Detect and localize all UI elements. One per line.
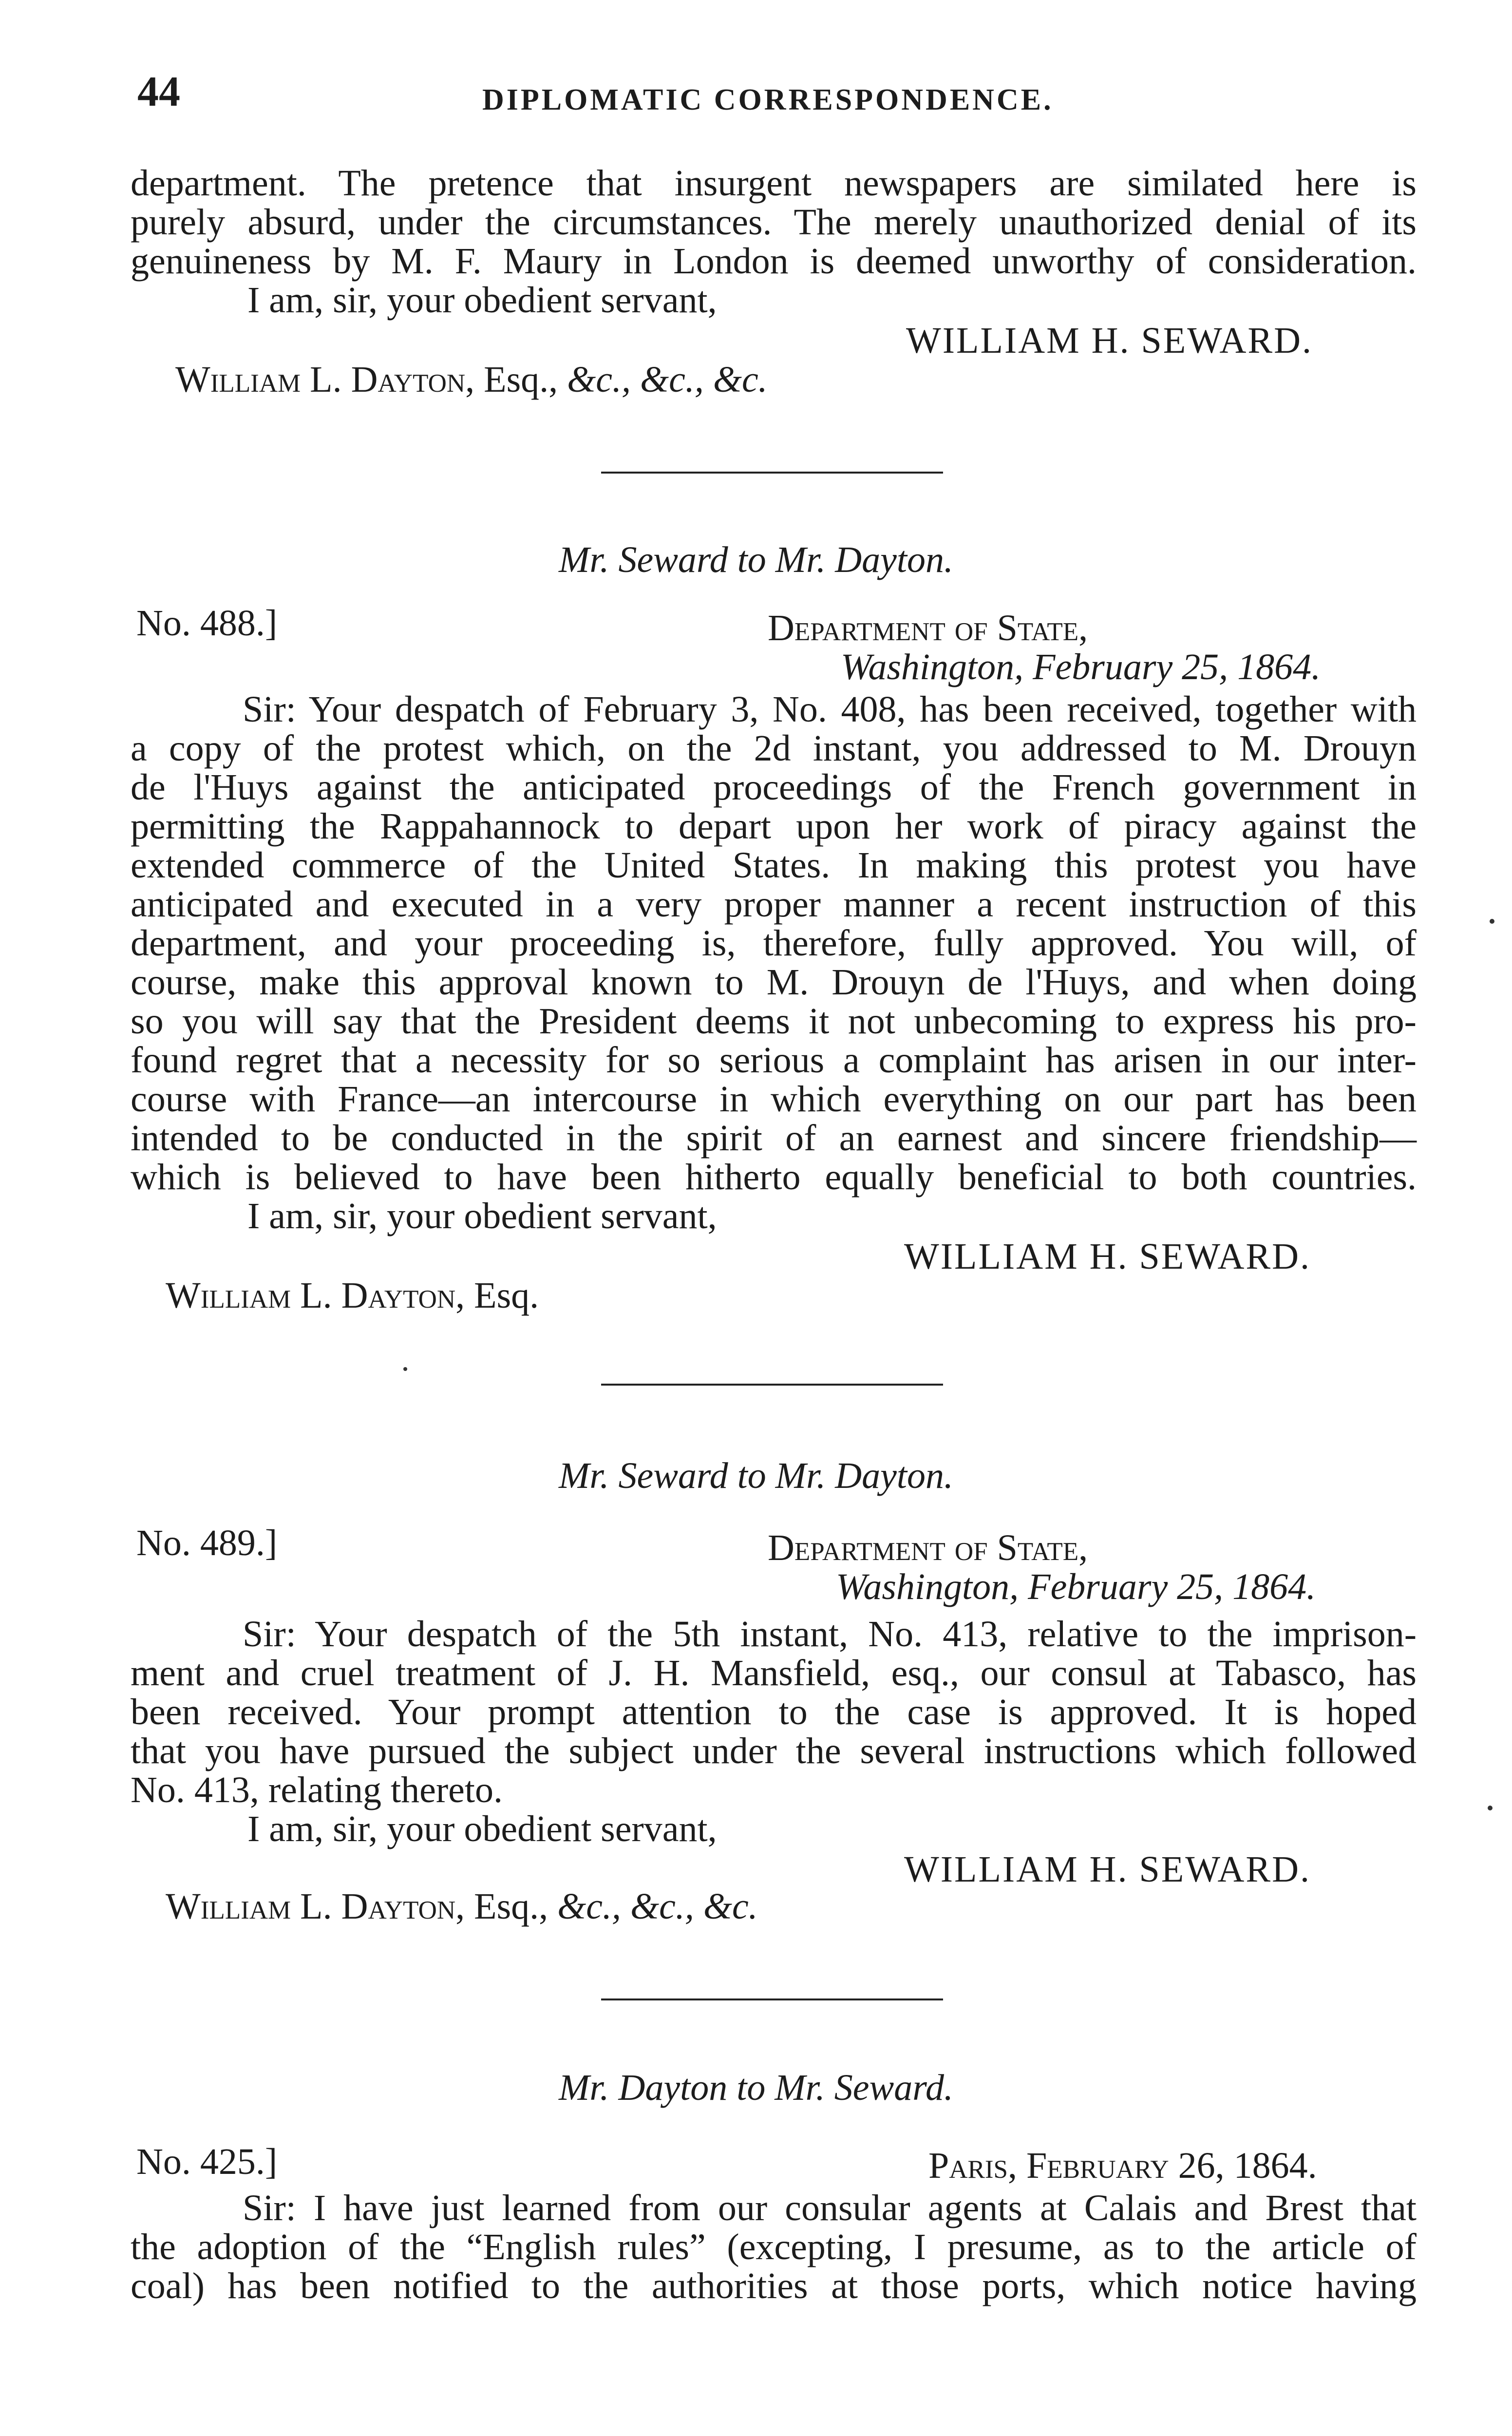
addressee-suffix: &c., &c., &c. [557,1886,758,1927]
addressee-suffix: &c., &c., &c. [567,359,768,400]
letter-number: No. 489.] [136,1522,278,1563]
print-speck [1488,1806,1493,1810]
body-line: coal) has been notified to the authorities at those ports, which notice having [131,2265,1417,2306]
letter-date: Washington, February 25, 1864. [836,1566,1316,1607]
addressee-title: , Esq., [465,359,567,400]
letter-date-text: Paris, February 26, 1864. [928,2145,1317,2186]
signature: WILLIAM H. SEWARD. [906,320,1313,361]
body-line: been received. Your prompt attention to the case is approved. It is hoped [131,1692,1417,1732]
print-speck [1490,919,1494,924]
body-line: department. The pretence that insurgent newspapers are similated here is [131,163,1417,204]
body-line: extended commerce of the United States. In making this protest you have [131,845,1417,886]
body-line: Sir: Your despatch of February 3, No. 408, has been received, together with [243,689,1417,730]
body-line: a copy of the protest which, on the 2d instant, you addressed to M. Drouyn [131,728,1417,769]
body-line: course with France—an intercourse in which everything on our part has been [131,1079,1417,1120]
page-header [131,67,1417,126]
body-line: which is believed to have been hitherto equally beneficial to both countries. [131,1157,1417,1198]
addressee [166,1275,539,1317]
addressee-title: , Esq., [455,1886,558,1927]
body-line: permitting the Rappahannock to depart upon her work of piracy against the [131,806,1417,847]
body-line: the adoption of the “English rules” (excepting, I presume, as to the article of [131,2227,1417,2267]
body-line: so you will say that the President deems it not unbecoming to express his pro- [131,1001,1417,1042]
body-line: that you have pursued the subject under the several instructions which followed [131,1731,1417,1771]
closing-line: I am, sir, your obedient servant, [247,280,717,321]
addressee-title: , Esq. [455,1275,539,1316]
closing-line: I am, sir, your obedient servant, [247,1196,717,1237]
body-line: de l'Huys against the anticipated proceedings of the French government in [131,767,1417,808]
letter-date [928,2145,1317,2187]
letter-number: No. 488.] [136,603,278,644]
letter-place: Department of State, [768,1527,1088,1568]
addressee [166,1885,758,1928]
closing-line: I am, sir, your obedient servant, [247,1808,717,1849]
signature: WILLIAM H. SEWARD. [904,1236,1311,1277]
addressee-name: William L. Dayton [166,1275,456,1316]
section-divider [601,1384,943,1386]
letter-date: Washington, February 25, 1864. [841,647,1321,687]
body-line: purely absurd, under the circumstances. The merely unauthorized denial of its [131,202,1417,243]
addressee [175,359,768,401]
letter-title: Mr. Dayton to Mr. Seward. [559,2067,953,2108]
addressee-name: William L. Dayton [166,1886,456,1927]
print-speck [403,1367,407,1371]
body-line: Sir: Your despatch of the 5th instant, No. 413, relative to the imprison- [243,1614,1417,1655]
body-line: genuineness by M. F. Maury in London is deemed unworthy of consideration. [131,241,1417,282]
body-line: Sir: I have just learned from our consular agents at Calais and Brest that [243,2188,1417,2228]
page-number: 44 [137,68,180,115]
body-line: course, make this approval known to M. Drouyn de l'Huys, and when doing [131,962,1417,1003]
letter-place: Department of State, [768,608,1088,648]
body-line: department, and your proceeding is, therefore, fully approved. You will, of [131,923,1417,964]
body-line: ment and cruel treatment of J. H. Mansfield, esq., our consul at Tabasco, has [131,1653,1417,1694]
section-divider [601,1998,943,2000]
letter-title: Mr. Seward to Mr. Dayton. [559,1455,953,1496]
body-line: found regret that a necessity for so serious a complaint has arisen in our inter- [131,1040,1417,1081]
signature: WILLIAM H. SEWARD. [904,1849,1311,1890]
body-line: intended to be conducted in the spirit of an earnest and sincere friendship— [131,1118,1417,1159]
letter-title: Mr. Seward to Mr. Dayton. [559,539,953,580]
addressee-name: William L. Dayton [175,359,466,400]
running-head: DIPLOMATIC CORRESPONDENCE. [482,83,1054,116]
letter-number: No. 425.] [136,2141,278,2182]
body-line: anticipated and executed in a very proper manner a recent instruction of this [131,884,1417,925]
section-divider [601,472,943,474]
body-line: No. 413, relating thereto. [131,1770,503,1810]
